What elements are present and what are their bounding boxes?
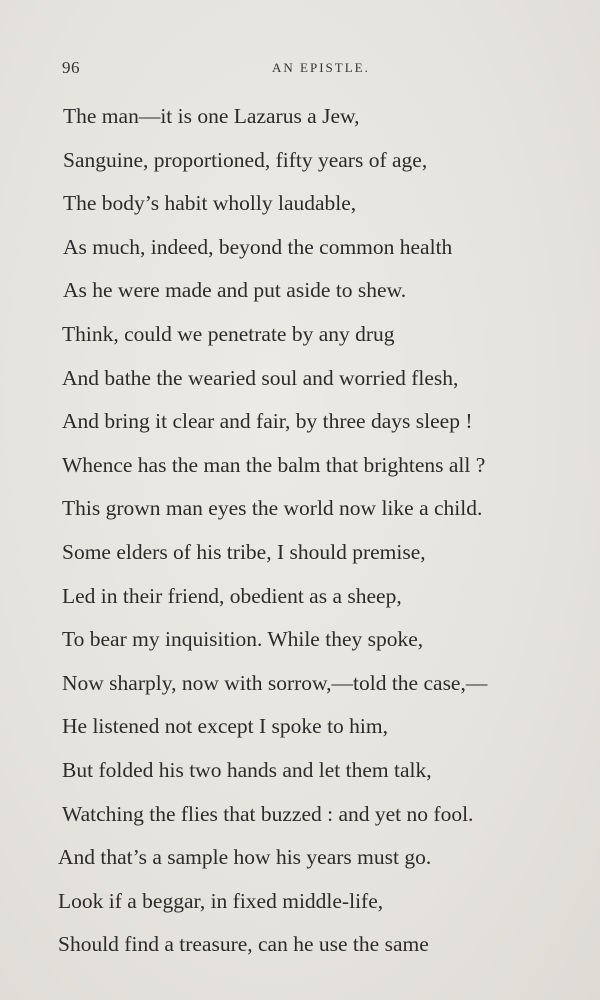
poem-line: To bear my inquisition. While they spoke, <box>62 627 424 652</box>
poem-line: This grown man eyes the world now like a child. <box>62 496 483 521</box>
poem-line: Whence has the man the balm that brightens all ? <box>62 452 486 477</box>
poem-line: Should find a treasure, can he use the same <box>58 932 429 957</box>
poem-line: Think, could we penetrate by any drug <box>62 322 395 346</box>
page-number: 96 <box>62 58 80 77</box>
poem-line: And that’s a sample how his years must go. <box>58 845 432 870</box>
poem-line: But folded his two hands and let them talk, <box>62 758 432 782</box>
poem-line: Look if a beggar, in fixed middle-life, <box>58 888 384 913</box>
poem-line: Led in their friend, obedient as a sheep, <box>62 583 402 608</box>
page-header <box>0 58 600 82</box>
poem-line: Watching the flies that buzzed : and yet no fool. <box>62 801 474 826</box>
poem-line: The body’s habit wholly laudable, <box>63 191 357 216</box>
poem-line: And bring it clear and fair, by three days sleep ! <box>62 409 473 434</box>
poem-line: And bathe the wearied soul and worried flesh, <box>62 365 459 390</box>
running-head: AN EPISTLE. <box>272 60 370 75</box>
poem-line: As much, indeed, beyond the common health <box>63 234 453 259</box>
poem-line: Now sharply, now with sorrow,—told the case,— <box>62 670 488 695</box>
poem-line: Sanguine, proportioned, fifty years of age, <box>63 147 428 172</box>
poem-line: He listened not except I spoke to him, <box>62 714 389 739</box>
poem-line: The man—it is one Lazarus a Jew, <box>63 104 360 128</box>
poem-line: As he were made and put aside to shew. <box>63 278 407 303</box>
poem-line: Some elders of his tribe, I should premise, <box>62 540 426 564</box>
